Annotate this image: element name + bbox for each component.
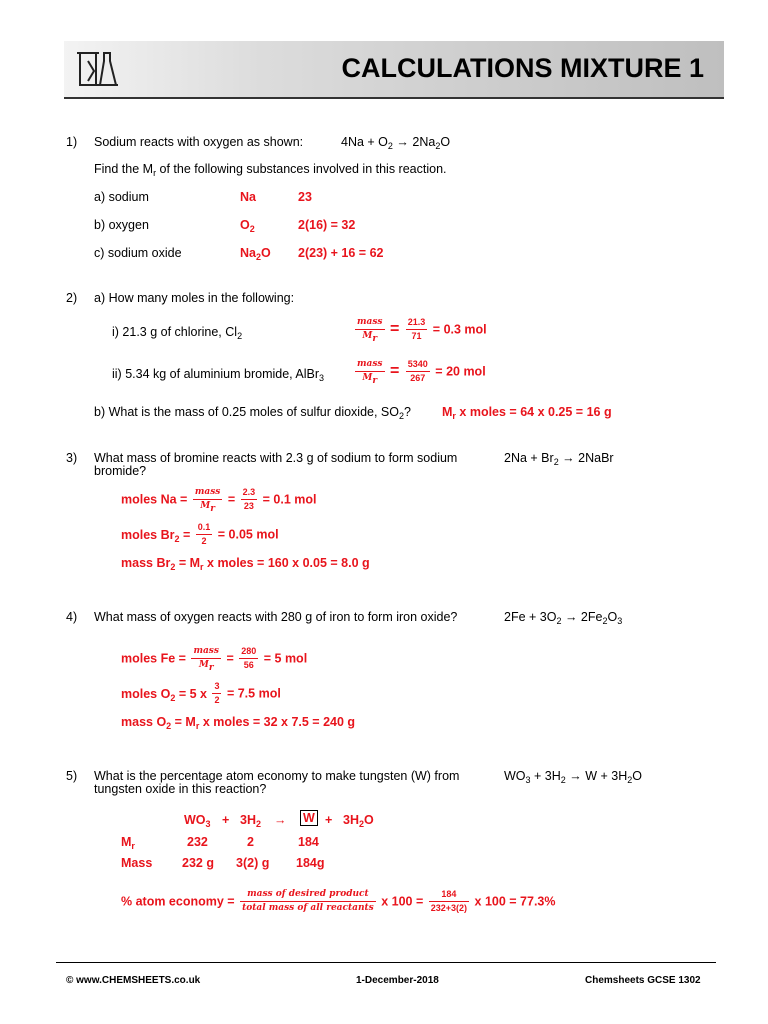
- calculation: moles $O_2 = 5$ x $\frac{3}{2}$ = 7.5 mol: [121, 681, 281, 705]
- calculation: moles Na = $\frac{\text{mass}}{M_r}$ = $\frac{2.3}{23}$ = 0.1 mol: [121, 487, 317, 514]
- formula: $O_2$: [240, 218, 255, 234]
- answer: 2(16) = 32: [298, 218, 356, 232]
- atom-economy-calculation: % atom economy = $\frac{\text{mass of desired product}}{\text{total mass of all reactants}}$ x 100 = $\frac{184}{232+3(2)}$ x 100 = 77.3%: [121, 889, 556, 913]
- calculation: moles Fe = $\frac{\text{mass}}{M_r}$ = $\frac{280}{56}$ = 5 mol: [121, 646, 308, 673]
- question-number: 5): [66, 769, 78, 783]
- formula: Na: [240, 190, 256, 204]
- equation: $2Na + Br_2$ → 2NaBr: [504, 451, 614, 467]
- calculation: $\frac{\text{mass}}{M_r}$ = $\frac{21.3}{71}$ = 0.3 mol: [357, 317, 487, 344]
- calculation: moles $Br_2$ = $\frac{0.1}{2}$ = 0.05 mol: [121, 522, 279, 546]
- mass-value: 232 g: [182, 856, 214, 870]
- sub-question: ii) 5.34 kg of aluminium bromide, AlBr$_3$: [112, 367, 325, 383]
- reaction-row: $WO_3$: [184, 813, 211, 829]
- question-text: What mass of bromine reacts with 2.3 g of sodium to form sodium: [94, 451, 458, 465]
- instruction-text: Find the $M_r$ of the following substances involved in this reaction.: [94, 162, 447, 178]
- sub-question: i) 21.3 g of chlorine, $Cl_2$: [112, 325, 243, 341]
- answer: $M_r$ x moles = 64 x 0.25 = 16 g: [442, 405, 612, 421]
- answer: 23: [298, 190, 312, 204]
- reactant: $3H_2$: [240, 813, 261, 829]
- equation: $WO_3 + 3H_2 \to W + 3H_2O$: [504, 769, 643, 785]
- mr-value: 232: [187, 835, 208, 849]
- plus-sign: +: [325, 813, 333, 827]
- footer-sheet-id: Chemsheets GCSE 1302: [585, 975, 701, 986]
- laboratory-glassware-icon: [74, 47, 122, 94]
- question-text: b) What is the mass of 0.25 moles of sulfur dioxide, $SO_2$?: [94, 405, 411, 421]
- calculation: $\frac{\text{mass}}{M_r}$ = $\frac{5340}{267}$ = 20 mol: [357, 359, 486, 386]
- question-text: a) How many moles in the following:: [94, 291, 295, 305]
- equation: $2Fe + 3O_2 \to 2Fe_2O_3$: [504, 610, 623, 626]
- mass-value: 184g: [296, 856, 325, 870]
- calculation: mass $O_2 = M_r$ x moles = 32 x 7.5 = 240 g: [121, 715, 356, 731]
- item-label: a) sodium: [94, 190, 149, 204]
- footer-divider: [56, 962, 716, 963]
- calculation: mass $Br_2 = M_r$ x moles = 160 x 0.05 = 8.0 g: [121, 556, 370, 572]
- footer-website: © www.CHEMSHEETS.co.uk: [66, 975, 201, 986]
- question-number: 4): [66, 610, 78, 624]
- desired-product: W: [300, 811, 318, 825]
- mr-value: 2: [247, 835, 254, 849]
- arrow: →: [274, 813, 287, 827]
- question-text: What is the percentage atom economy to make tungsten (W) from: [94, 769, 460, 783]
- product: $3H_2O$: [343, 813, 374, 829]
- question-text: bromide?: [94, 464, 147, 478]
- page-title: CALCULATIONS MIXTURE 1: [341, 53, 704, 83]
- header-banner: [64, 41, 724, 99]
- footer-date: 1-December-2018: [356, 975, 439, 986]
- question-number: 1): [66, 135, 78, 149]
- question-text: tungsten oxide in this reaction?: [94, 782, 267, 796]
- plus-sign: +: [222, 813, 230, 827]
- question-number: 2): [66, 291, 78, 305]
- formula: $Na_2O$: [240, 246, 271, 262]
- mr-value: 184: [298, 835, 319, 849]
- item-label: b) oxygen: [94, 218, 149, 232]
- answer: 2(23) + 16 = 62: [298, 246, 384, 260]
- question-number: 3): [66, 451, 78, 465]
- question-text: What mass of oxygen reacts with 280 g of iron to form iron oxide?: [94, 610, 458, 624]
- mr-label: $M_r$: [121, 835, 135, 851]
- mass-label: Mass: [121, 856, 153, 870]
- question-text: Sodium reacts with oxygen as shown:: [94, 135, 304, 149]
- mass-value: 3(2) g: [236, 856, 270, 870]
- item-label: c) sodium oxide: [94, 246, 182, 260]
- equation: $4Na + O_2 \to 2Na_2O$: [341, 135, 451, 151]
